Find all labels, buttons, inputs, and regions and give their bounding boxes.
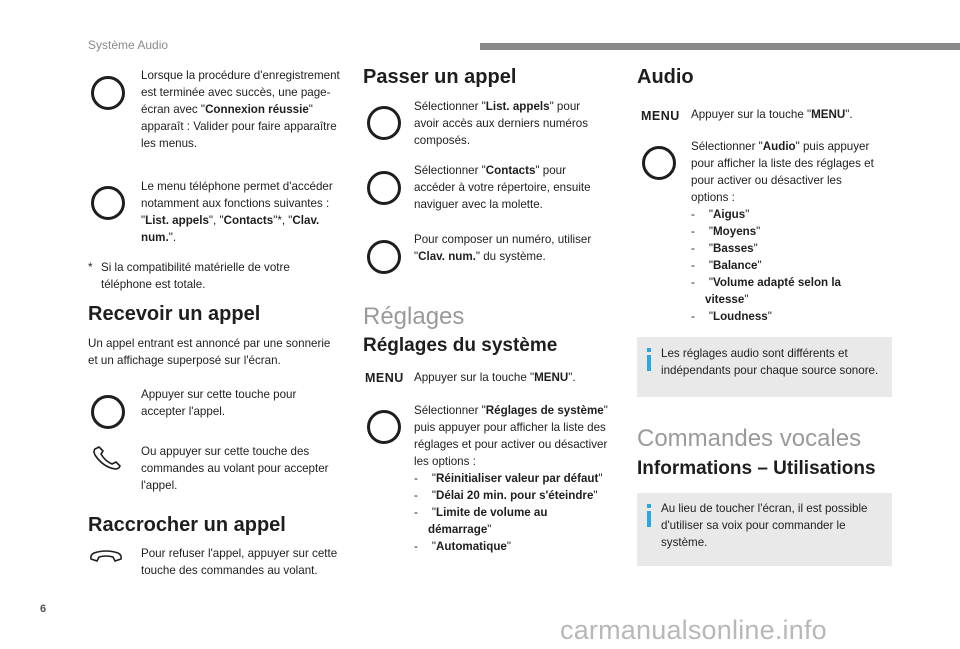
knob-icon [642, 146, 676, 180]
phone-accept-icon [90, 446, 124, 472]
heading-settings: Réglages [363, 303, 465, 330]
keypad-text: Pour composer un numéro, utiliser "Clav. num." du système. [414, 233, 592, 263]
heading-make-call: Passer un appel [363, 66, 517, 88]
knob-icon [367, 106, 401, 140]
option-item: - "Volume adapté selon la vitesse" [691, 276, 841, 306]
call-list-text: Sélectionner "List. appels" pour avoir accès aux derniers numéros composés. [414, 100, 588, 147]
running-header: Système Audio [88, 38, 169, 52]
receive-knob-text: Appuyer sur cette touche pour accepter l'appel. [141, 388, 297, 418]
heading-receive-call: Recevoir un appel [88, 303, 261, 325]
heading-audio: Audio [637, 66, 694, 88]
option-item: - "Loudness" [691, 310, 772, 323]
option-item: - "Basses" [691, 242, 758, 255]
option-item: - "Aigus" [691, 208, 750, 221]
receive-wheel-text: Ou appuyer sur cette touche des commandes au volant pour accepter l'appel. [141, 445, 329, 492]
footnote-mark: * [88, 261, 93, 274]
watermark: carmanualsonline.info [560, 615, 827, 645]
info-box-voice [637, 493, 892, 566]
paragraph-registration: Lorsque la procédure d'enregistrement est terminée avec succès, une page-écran avec "Connexion réussie" apparaît : Valider pour faire apparaître les menus. [141, 69, 340, 150]
info-icon [647, 504, 651, 508]
heading-system-settings: Réglages du système [363, 335, 558, 356]
menu-button-icon: MENU [365, 371, 404, 385]
audio-settings-text: Sélectionner "Audio" puis appuyer pour afficher la liste des réglages et pour activer ou désactiver les options : - "Aigus" - "Moyens" - "Basses" - "Balance" - "Volume adapté selon la vitesse" - "Loudness" [691, 138, 881, 325]
knob-icon [367, 410, 401, 444]
heading-voice-commands: Commandes vocales [637, 425, 862, 452]
knob-icon [367, 240, 401, 274]
info-box-audio [637, 337, 892, 397]
contacts-text: Sélectionner "Contacts" pour accéder à votre répertoire, ensuite naviguer avec la molette. [414, 164, 591, 211]
knob-icon [367, 171, 401, 205]
option-item: - "Moyens" [691, 225, 761, 238]
hangup-text: Pour refuser l'appel, appuyer sur cette touche des commandes au volant. [141, 547, 338, 577]
heading-info-usage: Informations – Utilisations [637, 458, 876, 479]
header-bar [480, 43, 960, 50]
info-text: Les réglages audio sont différents et indépendants pour chaque source sonore. [661, 347, 879, 377]
audio-menu-text: Appuyer sur la touche "MENU". [691, 108, 853, 121]
option-item: - "Balance" [691, 259, 762, 272]
knob-icon [91, 395, 125, 429]
paragraph-phone-menu: Le menu téléphone permet d'accéder notamment aux fonctions suivantes : "List. appels", "Contacts"*, "Clav. num.". [141, 180, 333, 244]
option-item: - "Réinitialiser valeur par défaut" [414, 472, 603, 485]
knob-icon [91, 76, 125, 110]
footnote: Si la compatibilité matérielle de votre téléphone est totale. [101, 261, 290, 291]
info-icon [647, 348, 651, 352]
heading-hang-up: Raccrocher un appel [88, 514, 286, 536]
info-text: Au lieu de toucher l'écran, il est possible d'utiliser sa voix pour commander le système. [661, 502, 868, 549]
option-item: - "Délai 20 min. pour s'éteindre" [414, 489, 598, 502]
knob-icon [91, 186, 125, 220]
menu-text: Appuyer sur la touche "MENU". [414, 371, 576, 384]
receive-intro: Un appel entrant est annoncé par une sonnerie et un affichage superposé sur l'écran. [88, 337, 331, 367]
option-item: - "Limite de volume au démarrage" [414, 506, 548, 536]
menu-button-icon: MENU [641, 109, 680, 123]
system-settings-text: Sélectionner "Réglages de système" puis appuyer pour afficher la liste des réglages et pour activer ou désactiver les options : - "Réinitialiser valeur par défaut" - "Délai 20 min. pour s'éteindre" - "Limite de volume au démarrage" - "Automatique" [414, 402, 610, 555]
option-item: - "Automatique" [414, 540, 511, 553]
phone-hangup-icon [88, 548, 124, 566]
page-number: 6 [40, 603, 47, 615]
